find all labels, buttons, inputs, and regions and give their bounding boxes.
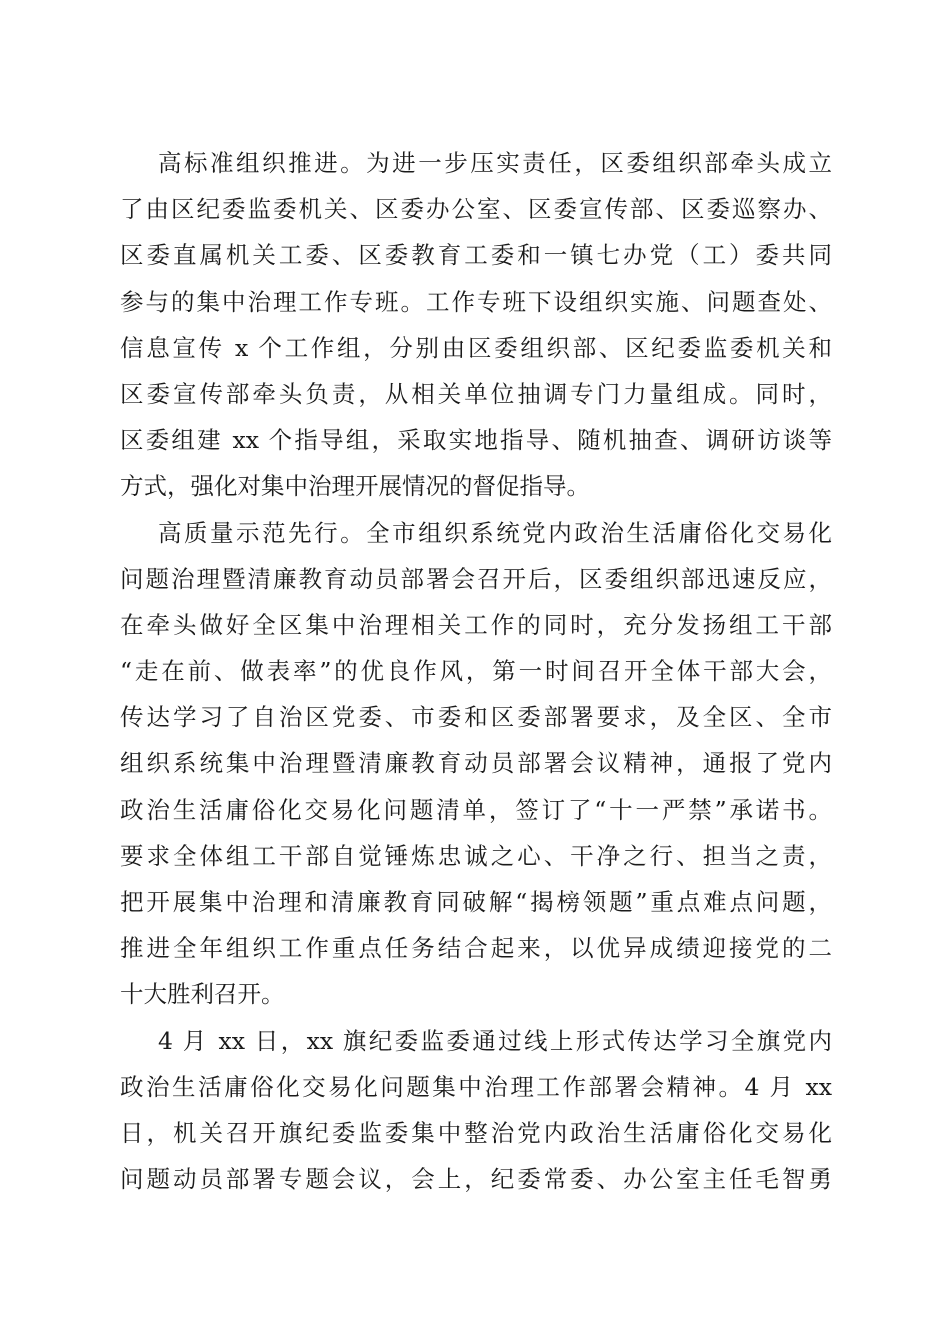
text-line: 参与的集中治理工作专班。工作专班下设组织实施、问题查处、 bbox=[120, 287, 832, 316]
text-line: 高质量示范先行。全市组织系统党内政治生活庸俗化交易化 bbox=[158, 518, 832, 547]
paragraph-3 bbox=[120, 1018, 832, 1203]
text-line: 传达学习了自治区党委、市委和区委部署要求，及全区、全市 bbox=[120, 703, 832, 732]
text-line: 要求全体组工干部自觉锤炼忠诚之心、干净之行、担当之责， bbox=[120, 841, 832, 870]
text-line: 了由区纪委监委机关、区委办公室、区委宣传部、区委巡察办、 bbox=[120, 195, 832, 224]
text-line: 区委直属机关工委、区委教育工委和一镇七办党（工）委共同 bbox=[120, 241, 832, 270]
text-line: 在牵头做好全区集中治理相关工作的同时，充分发扬组工干部 bbox=[120, 610, 832, 639]
text-line: 高标准组织推进。为进一步压实责任，区委组织部牵头成立 bbox=[158, 149, 832, 177]
paragraph-1 bbox=[120, 140, 832, 510]
paragraph-2 bbox=[120, 510, 832, 1018]
document-body bbox=[120, 140, 832, 1202]
text-line: 推进全年组织工作重点任务结合起来，以优异成绩迎接党的二 bbox=[120, 934, 832, 963]
text-line: 十大胜利召开。 bbox=[120, 980, 285, 1009]
text-line: 把开展集中治理和清廉教育同破解“揭榜领题”重点难点问题， bbox=[120, 888, 832, 916]
text-line: 问题治理暨清廉教育动员部署会召开后，区委组织部迅速反应， bbox=[120, 564, 832, 593]
text-line: “走在前、做表率”的优良作风，第一时间召开全体干部大会， bbox=[120, 657, 832, 686]
text-line: 组织系统集中治理暨清廉教育动员部署会议精神，通报了党内 bbox=[120, 749, 832, 778]
text-line: 4 月 xx 日，xx 旗纪委监委通过线上形式传达学习全旗党内 bbox=[158, 1026, 832, 1055]
text-line: 区委宣传部牵头负责，从相关单位抽调专门力量组成。同时， bbox=[120, 379, 832, 408]
text-line: 区委组建 xx 个指导组，采取实地指导、随机抽查、调研访谈等 bbox=[120, 426, 832, 455]
text-line: 信息宣传 x 个工作组，分别由区委组织部、区纪委监委机关和 bbox=[120, 333, 832, 362]
text-line: 方式，强化对集中治理开展情况的督促指导。 bbox=[120, 472, 590, 501]
text-line: 政治生活庸俗化交易化问题集中治理工作部署会精神。4 月 xx bbox=[120, 1072, 832, 1101]
text-line: 问题动员部署专题会议，会上，纪委常委、办公室主任毛智勇 bbox=[120, 1165, 832, 1194]
text-line: 政治生活庸俗化交易化问题清单，签订了“十一严禁”承诺书。 bbox=[120, 795, 832, 824]
text-line: 日，机关召开旗纪委监委集中整治党内政治生活庸俗化交易化 bbox=[120, 1118, 832, 1147]
